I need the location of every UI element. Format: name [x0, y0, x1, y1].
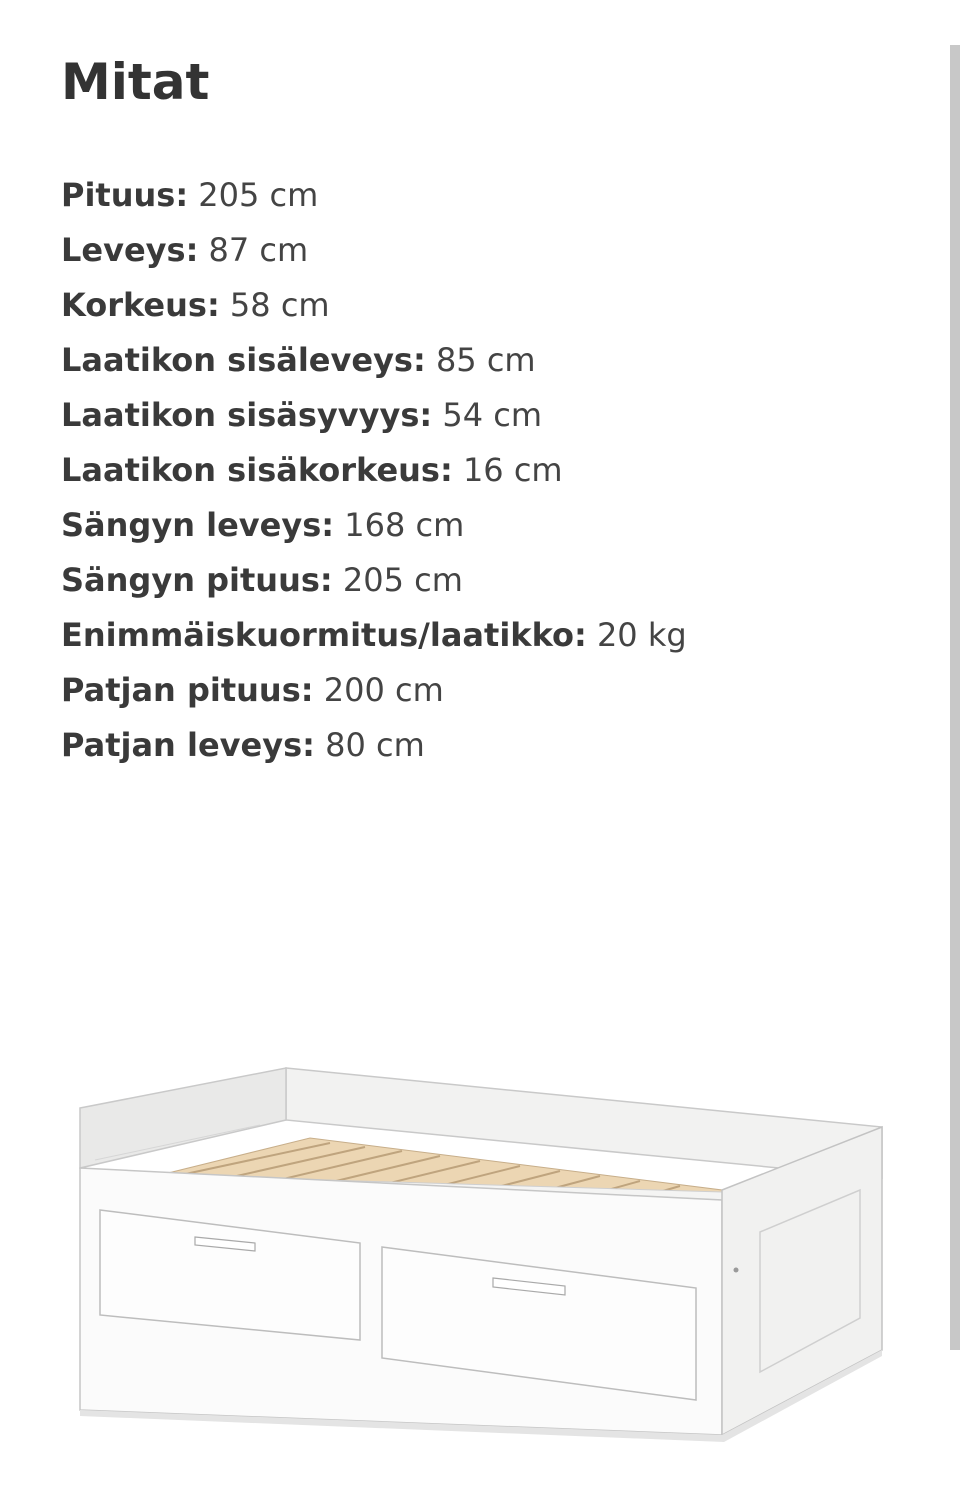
dimension-value: 80 cm	[325, 726, 425, 764]
dimension-value: 205 cm	[342, 561, 463, 599]
dimension-row-height	[61, 278, 687, 333]
dimension-row-bed-width	[61, 498, 687, 553]
dimension-row-drawer-height	[61, 443, 687, 498]
dimension-value: 20 kg	[596, 616, 687, 654]
dimension-label: Laatikon sisäleveys:	[61, 341, 426, 379]
dimensions-list	[61, 168, 687, 773]
dimension-row-drawer-width	[61, 333, 687, 388]
dimension-value: 58 cm	[229, 286, 330, 324]
dimension-value: 205 cm	[198, 176, 319, 214]
page-title: Mitat	[61, 53, 210, 111]
dimension-row-mattress-width	[61, 718, 687, 773]
dimension-row-max-load	[61, 608, 687, 663]
dimension-value: 16 cm	[462, 451, 563, 489]
dimension-value: 54 cm	[442, 396, 542, 434]
scrollbar[interactable]	[950, 45, 960, 1350]
dimension-row-drawer-depth	[61, 388, 687, 443]
dimension-label: Enimmäiskuormitus/laatikko:	[61, 616, 587, 654]
dimension-label: Sängyn pituus:	[61, 561, 333, 599]
dimension-row-width	[61, 223, 687, 278]
dimension-label: Leveys:	[61, 231, 199, 269]
dimension-value: 87 cm	[208, 231, 309, 269]
dimension-label: Patjan leveys:	[61, 726, 315, 764]
dimension-label: Sängyn leveys:	[61, 506, 335, 544]
dimension-value: 200 cm	[323, 671, 444, 709]
daybed-product-image	[60, 1050, 900, 1460]
dimension-row-length	[61, 168, 687, 223]
dimension-label: Patjan pituus:	[61, 671, 314, 709]
dimension-value: 168 cm	[344, 506, 465, 544]
dimension-label: Korkeus:	[61, 286, 220, 324]
dimension-label: Laatikon sisäsyvyys:	[61, 396, 433, 434]
dimension-label: Laatikon sisäkorkeus:	[61, 451, 453, 489]
dimension-row-mattress-length	[61, 663, 687, 718]
dimension-label: Pituus:	[61, 176, 189, 214]
dimension-value: 85 cm	[435, 341, 536, 379]
dimension-row-bed-length	[61, 553, 687, 608]
